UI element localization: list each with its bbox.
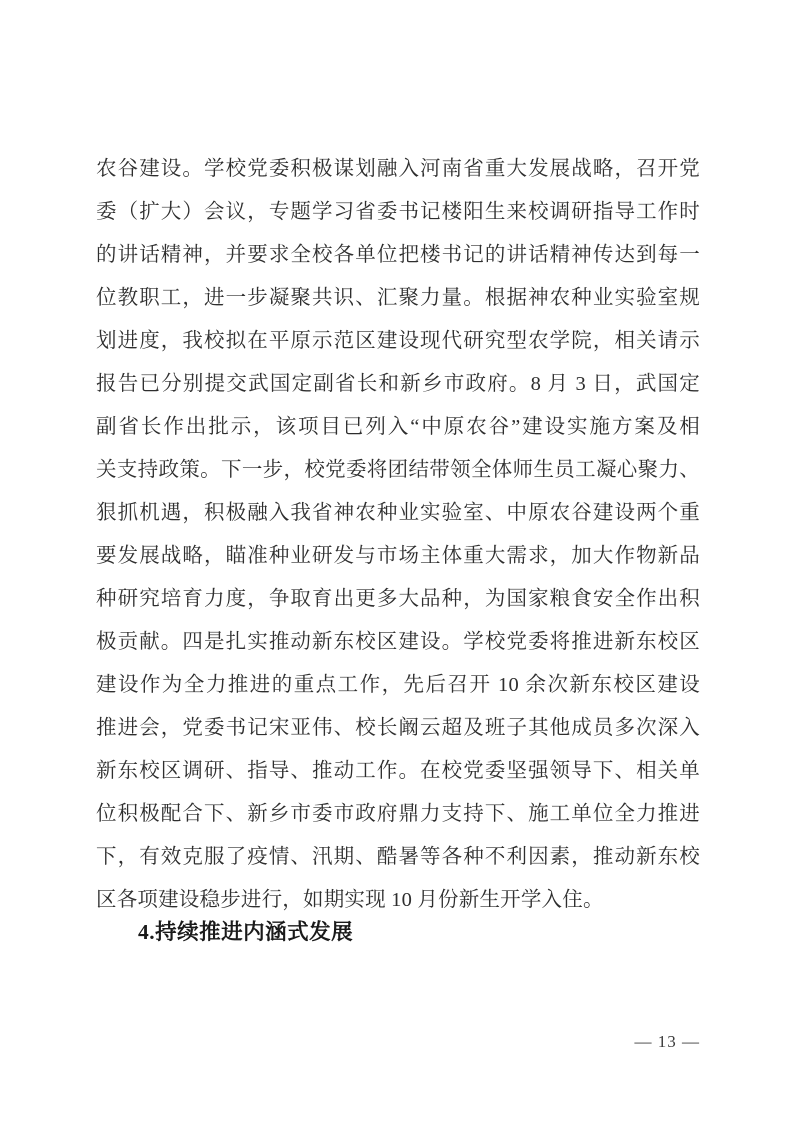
body-line: 委（扩大）会议，专题学习省委书记楼阳生来校调研指导工作时 [96,201,700,223]
body-line: 划进度，我校拟在平原示范区建设现代研究型农学院，相关请示 [96,330,700,352]
body-line: 狠抓机遇，积极融入我省神农种业实验室、中原农谷建设两个重 [96,502,700,524]
body-line: 种研究培育力度，争取育出更多大品种，为国家粮食安全作出积 [96,588,700,610]
page-number: — 13 — [634,1032,700,1051]
body-line: 报告已分别提交武国定副省长和新乡市政府。8 月 3 日，武国定 [96,373,700,395]
body-line: 农谷建设。学校党委积极谋划融入河南省重大发展战略，召开党 [96,158,700,180]
body-line: 建设作为全力推进的重点工作，先后召开 10 余次新东校区建设 [96,674,700,696]
section-heading: 4.持续推进内涵式发展 [138,920,354,944]
body-line: 位教职工，进一步凝聚共识、汇聚力量。根据神农种业实验室规 [96,287,700,309]
body-line: 下，有效克服了疫情、汛期、酷暑等各种不利因素，推动新东校 [96,846,700,868]
body-line: 要发展战略，瞄准种业研发与市场主体重大需求，加大作物新品 [96,545,700,567]
body-line: 极贡献。四是扎实推动新东校区建设。学校党委将推进新东校区 [96,631,700,653]
body-text [96,148,700,922]
body-line: 新东校区调研、指导、推动工作。在校党委坚强领导下、相关单 [96,760,700,782]
body-line: 位积极配合下、新乡市委市政府鼎力支持下、施工单位全力推进 [96,803,700,825]
body-line: 推进会，党委书记宋亚伟、校长阚云超及班子其他成员多次深入 [96,717,700,739]
body-line: 副省长作出批示，该项目已列入“中原农谷”建设实施方案及相 [96,416,700,438]
body-line: 的讲话精神，并要求全校各单位把楼书记的讲话精神传达到每一 [96,244,700,266]
body-line: 关支持政策。下一步，校党委将团结带领全体师生员工凝心聚力、 [96,459,700,481]
body-line: 区各项建设稳步进行，如期实现 10 月份新生开学入住。 [96,889,604,911]
